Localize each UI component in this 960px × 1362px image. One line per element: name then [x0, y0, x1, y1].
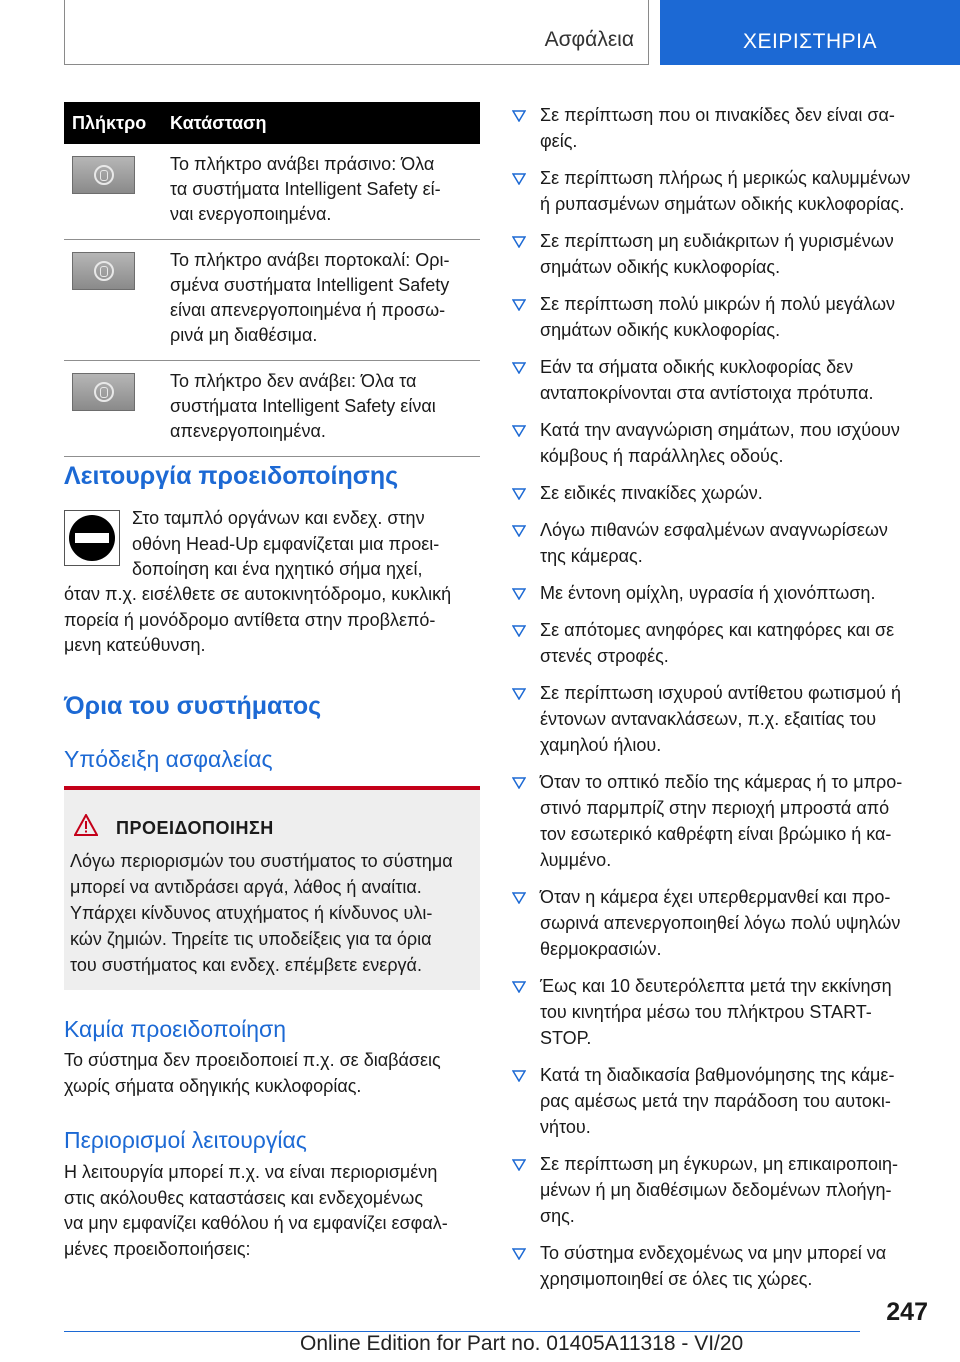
bullet-triangle-icon: [512, 299, 526, 311]
bullet-triangle-icon: [512, 1070, 526, 1082]
list-item: Κατά την αναγνώριση σημάτων, που ισχύουν κόμβους ή παράλληλες οδούς.: [508, 417, 930, 469]
bullet-triangle-icon: [512, 1159, 526, 1171]
list-item: Εάν τα σήματα οδικής κυκλοφορίας δεν ανταποκρίνονται στα αντίστοιχα πρότυπα.: [508, 354, 930, 406]
heading-warning-function: Λειτουργία προειδοποίησης: [64, 462, 399, 490]
table-row: [64, 144, 480, 240]
table-cell-status: Το πλήκτρο ανάβει πορτοκαλί: Ορι- σμένα συστήματα Intelligent Safety είναι απενεργοποιημένα ή προσω- ρινά μη διαθέσιμα.: [170, 250, 450, 345]
table-cell-status: Το πλήκτρο ανάβει πράσινο: Όλα τα συστήματα Intelligent Safety εί- ναι ενεργοποιημένα.: [170, 154, 441, 224]
list-item: Σε περίπτωση μη ευδιάκριτων ή γυρισμένων σημάτων οδικής κυκλοφορίας.: [508, 228, 930, 280]
list-item: Κατά τη διαδικασία βαθμονόμησης της κάμε- ρας αμέσως μετά την παράδοση του αυτοκι- νήτου.: [508, 1062, 930, 1140]
bullet-triangle-icon: [512, 236, 526, 248]
table-header-status: Κατάσταση: [170, 112, 267, 133]
list-item: Με έντονη ομίχλη, υγρασία ή χιονόπτωση.: [508, 580, 930, 606]
bullet-triangle-icon: [512, 525, 526, 537]
warning-box: [64, 786, 480, 990]
table-header-button: Πλήκτρο: [72, 112, 147, 133]
warning-triangle-icon: [74, 814, 98, 836]
warning-body: Λόγω περιορισμών του συστήματος το σύστημα μπορεί να αντιδράσει αργά, λάθος ή αναίτια. Υπάρχει κίνδυνος ατυχήματος ή κίνδυνος υλι- κών ζημιών. Τηρείτε τις υποδείξεις για τα όρια του συστήματος και ενδεχ. επέμβετε ενεργά.: [70, 851, 453, 975]
table-row: [64, 240, 480, 361]
bullet-triangle-icon: [512, 1248, 526, 1260]
bullet-triangle-icon: [512, 173, 526, 185]
bullet-triangle-icon: [512, 588, 526, 600]
list-item: Σε περίπτωση πλήρως ή μερικώς καλυμμένων ή ρυπασμένων σημάτων οδικής κυκλοφορίας.: [508, 165, 930, 217]
list-item: Σε περίπτωση που οι πινακίδες δεν είναι σα- φείς.: [508, 102, 930, 154]
heading-function-limits: Περιορισμοί λειτουργίας: [64, 1127, 307, 1153]
safety-button-orange-icon: [72, 252, 135, 290]
header-section-box: [64, 0, 649, 65]
list-item: Σε περίπτωση πολύ μικρών ή πολύ μεγάλων σημάτων οδικής κυκλοφορίας.: [508, 291, 930, 343]
bullet-triangle-icon: [512, 425, 526, 437]
warning-function-text-top: Στο ταμπλό οργάνων και ενδεχ. στην οθόνη Head-Up εμφανίζεται μια προει- δοποίηση και ένα ηχητικό σήμα ηχεί,: [132, 508, 440, 579]
list-item: Σε περίπτωση ισχυρού αντίθετου φωτισμού ή έντονων αντανακλάσεων, π.χ. εξαιτίας του χαμηλού ήλιου.: [508, 680, 930, 758]
list-item: Όταν η κάμερα έχει υπερθερμανθεί και προ- σωρινά απενεργοποιηθεί λόγω πολύ υψηλών θερμοκρασιών.: [508, 884, 930, 962]
list-item: Σε απότομες ανηφόρες και κατηφόρες και σε στενές στροφές.: [508, 617, 930, 669]
page-number: 247: [886, 1298, 928, 1326]
list-item: Έως και 10 δευτερόλεπτα μετά την εκκίνηση του κινητήρα μέσω του πλήκτρου START- STOP.: [508, 973, 930, 1051]
bullet-triangle-icon: [512, 488, 526, 500]
warning-function-text-bottom: όταν π.χ. εισέλθετε σε αυτοκινητόδρομο, κυκλική πορεία ή μονόδρομο αντίθετα στην προβλεπό- μενη κατεύθυνση.: [64, 584, 452, 655]
table-row: [64, 361, 480, 457]
warning-title: ΠΡΟΕΙΔΟΠΟΙΗΣΗ: [116, 818, 274, 838]
header-section-title: Ασφάλεια: [544, 28, 634, 51]
no-warning-text: Το σύστημα δεν προειδοποιεί π.χ. σε διαβάσεις χωρίς σήματα οδηγικής κυκλοφορίας.: [64, 1050, 441, 1096]
button-status-table: [64, 102, 480, 457]
bullet-triangle-icon: [512, 625, 526, 637]
function-limits-text: Η λειτουργία μπορεί π.χ. να είναι περιορισμένη στις ακόλουθες καταστάσεις και ενδεχομένως να μην εμφανίζει καθόλου ή να εμφανίζει εσφαλ- μένες προειδοποιήσεις:: [64, 1162, 448, 1259]
no-entry-sign-icon: [64, 510, 120, 566]
bullet-triangle-icon: [512, 981, 526, 993]
limitations-list: [508, 102, 930, 1303]
list-item: Όταν το οπτικό πεδίο της κάμερας ή το μπρο- στινό παρμπρίζ στην περιοχή μπροστά από τον εσωτερικό καθρέφτη είναι βρώμικο ή κα- λυμμένο.: [508, 769, 930, 873]
bullet-triangle-icon: [512, 110, 526, 122]
subheading-safety-note: Υπόδειξη ασφαλείας: [64, 746, 273, 772]
table-header: [64, 102, 480, 144]
safety-button-off-icon: [72, 373, 135, 411]
list-item: Σε περίπτωση μη έγκυρων, μη επικαιροποιη- μένων ή μη διαθέσιμων δεδομένων πλοήγη- σης.: [508, 1151, 930, 1229]
list-item: Σε ειδικές πινακίδες χωρών.: [508, 480, 930, 506]
table-cell-status: Το πλήκτρο δεν ανάβει: Όλα τα συστήματα Intelligent Safety είναι απενεργοποιημένα.: [170, 371, 436, 441]
bullet-triangle-icon: [512, 892, 526, 904]
list-item: Λόγω πιθανών εσφαλμένων αναγνωρίσεων της κάμερας.: [508, 517, 930, 569]
bullet-triangle-icon: [512, 688, 526, 700]
safety-button-green-icon: [72, 156, 135, 194]
header-chapter-tab: ΧΕΙΡΙΣΤΗΡΙΑ: [660, 0, 960, 65]
list-item: Το σύστημα ενδεχομένως να μην μπορεί να χρησιμοποιηθεί σε όλες τις χώρες.: [508, 1240, 930, 1292]
footer-edition: Online Edition for Part no. 01405A11318 - VI/20: [300, 1332, 744, 1355]
bullet-triangle-icon: [512, 777, 526, 789]
heading-system-limits: Όρια του συστήματος: [64, 692, 322, 720]
bullet-triangle-icon: [512, 362, 526, 374]
heading-no-warning: Καμία προειδοποίηση: [64, 1016, 287, 1042]
